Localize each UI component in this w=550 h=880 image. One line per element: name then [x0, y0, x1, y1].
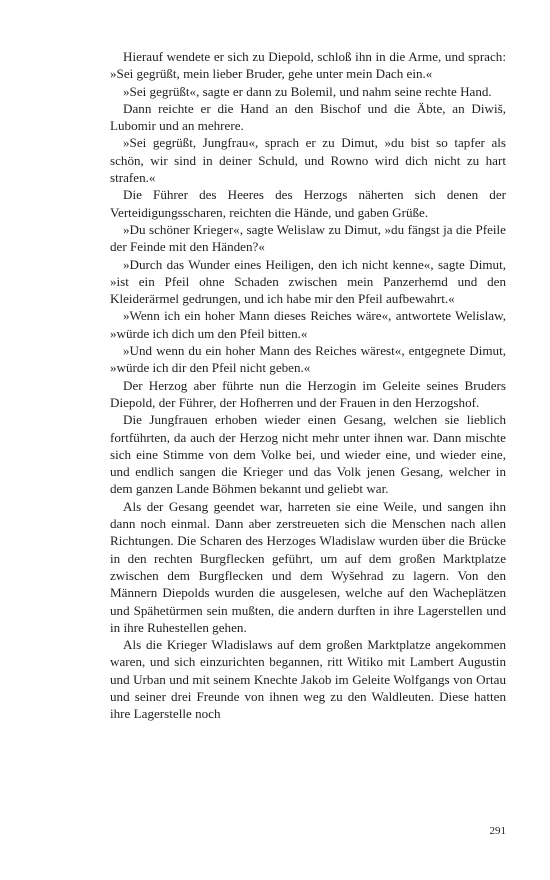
paragraph: »Und wenn du ein hoher Mann des Reiches wärest«, entgegnete Dimut, »würde ich dir den Pfeil nicht geben.«: [110, 343, 506, 376]
paragraph: Hierauf wendete er sich zu Diepold, schloß ihn in die Arme, und sprach: »Sei gegrüßt, mein lieber Bruder, gehe unter mein Dach ein.«: [110, 49, 506, 82]
paragraph: Dann reichte er die Hand an den Bischof und die Äbte, an Diwiš, Lubomir und an mehrere.: [110, 100, 506, 134]
paragraph: Als die Krieger Wladislaws auf dem großen Marktplatze angekommen waren, und sich einzurichten begannen, ritt Witiko mit Lambert Augustin und Urban und mit seinem Knechte Jakob im Geleite Wolfgangs von Ortau und seiner drei Freunde von ihnen weg zu den Waldleuten. Diese hatten ihre Lagerstelle noch: [110, 637, 506, 722]
paragraph: »Du schöner Krieger«, sagte Welislaw zu Dimut, »du fängst ja die Pfeile der Feinde mit den Händen?«: [110, 221, 506, 255]
paragraph: »Sei gegrüßt«, sagte er dann zu Bolemil, und nahm seine rechte Hand.: [123, 83, 492, 99]
paragraph: »Durch das Wunder eines Heiligen, den ich nicht kenne«, sagte Dimut, »ist ein Pfeil ohne Schaden zwischen mein Panzerhemd und den Kleiderärmel gedrungen, und ich habe mir den Pfeil aufbewahrt.«: [110, 256, 506, 307]
paragraph: Die Jungfrauen erhoben wieder einen Gesang, welchen sie lieblich fortführten, da auch der Herzog nicht mehr unter ihnen war. Dann mischte sich eine Stimme von dem Volke bei, und wieder eine, und wieder eine, und endlich sangen die Krieger und das Volk jenen Gesang, welcher in dem ganzen Lande Böhmen bekannt und geliebt war.: [110, 412, 506, 497]
book-page: [110, 48, 506, 723]
paragraph: »Wenn ich ein hoher Mann dieses Reiches wäre«, antwortete Welislaw, »würde ich dich um den Pfeil bitten.«: [110, 308, 506, 341]
paragraph: Der Herzog aber führte nun die Herzogin im Geleite seines Bruders Diepold, der Führer, der Hofherren und der Frauen in den Herzogshof.: [110, 377, 506, 410]
paragraph: Als der Gesang geendet war, harreten sie eine Weile, und sangen ihn dann noch einmal. Dann aber zerstreueten sich die Menschen nach allen Richtungen. Die Scharen des Herzoges Wladislaw wurden über die Brücke in den rechten Burgflecken geführt, um auf dem großen Marktplatze zwischen dem Burgflecken und dem Wyšehrad zu lagern. Von den Männern Diepolds wurden die ausgelesen, welche auf den Wacheplätzen und Spähetürmen sein mußten, die andern durften in ihre Lagerstellen und in ihre Ruhestellen gehen.: [110, 498, 506, 635]
paragraph: »Sei gegrüßt, Jungfrau«, sprach er zu Dimut, »du bist so tapfer als schön, wir sind in deiner Schuld, und Rowno wird dich nicht zu hart strafen.«: [110, 135, 506, 186]
paragraph: Die Führer des Heeres des Herzogs näherten sich denen der Verteidigungsscharen, reichten die Hände, und gaben Grüße.: [110, 187, 506, 220]
page-number: 291: [489, 825, 506, 837]
